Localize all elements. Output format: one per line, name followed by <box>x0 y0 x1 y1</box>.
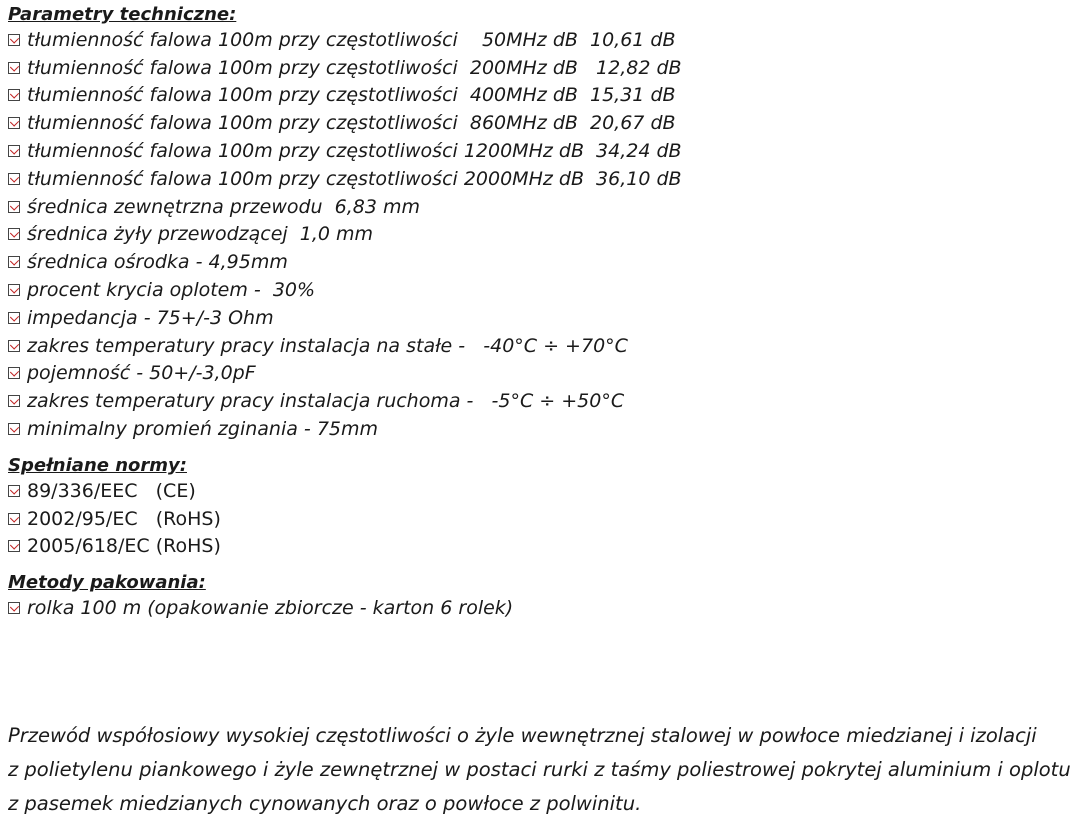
technical-parameters-list <box>8 26 1074 443</box>
technical-parameters-section <box>8 4 1074 443</box>
checkbox-icon <box>8 145 20 157</box>
param-item: średnica żyły przewodzącej 1,0 mm <box>8 221 1074 249</box>
param-item: zakres temperatury pracy instalacja ruchoma - -5°C ÷ +50°C <box>8 387 1074 415</box>
checkbox-icon <box>8 256 20 268</box>
checkbox-icon <box>8 485 20 497</box>
checkbox-icon <box>8 540 20 552</box>
checkbox-icon <box>8 117 20 129</box>
description-line: z pasemek miedzianych cynowanych oraz o powłoce z polwinitu. <box>8 792 642 815</box>
spec-page <box>8 4 1074 622</box>
checkbox-icon <box>8 395 20 407</box>
param-item: pojemność - 50+/-3,0pF <box>8 360 1074 388</box>
checkbox-icon <box>8 340 20 352</box>
norms-list <box>8 477 1074 560</box>
norm-item: 2002/95/EC (RoHS) <box>8 505 1074 533</box>
product-description <box>8 719 1074 821</box>
param-item: średnica ośrodka - 4,95mm <box>8 248 1074 276</box>
param-item: tłumienność falowa 100m przy częstotliwości 400MHz dB 15,31 dB <box>8 82 1074 110</box>
packaging-list <box>8 594 1074 622</box>
technical-parameters-heading: Parametry techniczne: <box>8 4 237 25</box>
param-item: tłumienność falowa 100m przy częstotliwości 50MHz dB 10,61 dB <box>8 26 1074 54</box>
checkbox-icon <box>8 228 20 240</box>
param-item: tłumienność falowa 100m przy częstotliwości 2000MHz dB 36,10 dB <box>8 165 1074 193</box>
checkbox-icon <box>8 173 20 185</box>
packaging-heading: Metody pakowania: <box>8 572 206 594</box>
norms-section <box>8 455 1074 560</box>
param-item: minimalny promień zginania - 75mm <box>8 415 1074 443</box>
param-item: tłumienność falowa 100m przy częstotliwości 860MHz dB 20,67 dB <box>8 109 1074 137</box>
param-item: zakres temperatury pracy instalacja na stałe - -40°C ÷ +70°C <box>8 332 1074 360</box>
checkbox-icon <box>8 284 20 296</box>
param-item: impedancja - 75+/-3 Ohm <box>8 304 1074 332</box>
norms-heading: Spełniane normy: <box>8 454 187 476</box>
checkbox-icon <box>8 367 20 379</box>
packaging-item: rolka 100 m (opakowanie zbiorcze - karton 6 rolek) <box>8 594 1074 622</box>
checkbox-icon <box>8 513 20 525</box>
checkbox-icon <box>8 602 20 614</box>
checkbox-icon <box>8 201 20 213</box>
norm-item: 2005/618/EC (RoHS) <box>8 533 1074 561</box>
description-line: z polietylenu piankowego i żyle zewnętrznej w postaci rurki z taśmy poliestrowej pokrytej aluminium i oplotu <box>8 758 1071 781</box>
checkbox-icon <box>8 89 20 101</box>
checkbox-icon <box>8 34 20 46</box>
param-item: procent krycia oplotem - 30% <box>8 276 1074 304</box>
packaging-section <box>8 572 1074 622</box>
norm-item: 89/336/EEC (CE) <box>8 477 1074 505</box>
description-line: Przewód współosiowy wysokiej częstotliwości o żyle wewnętrznej stalowej w powłoce miedzianej i izolacji <box>8 724 1037 747</box>
param-item: średnica zewnętrzna przewodu 6,83 mm <box>8 193 1074 221</box>
param-item: tłumienność falowa 100m przy częstotliwości 200MHz dB 12,82 dB <box>8 54 1074 82</box>
checkbox-icon <box>8 312 20 324</box>
checkbox-icon <box>8 423 20 435</box>
param-item: tłumienność falowa 100m przy częstotliwości 1200MHz dB 34,24 dB <box>8 137 1074 165</box>
checkbox-icon <box>8 62 20 74</box>
